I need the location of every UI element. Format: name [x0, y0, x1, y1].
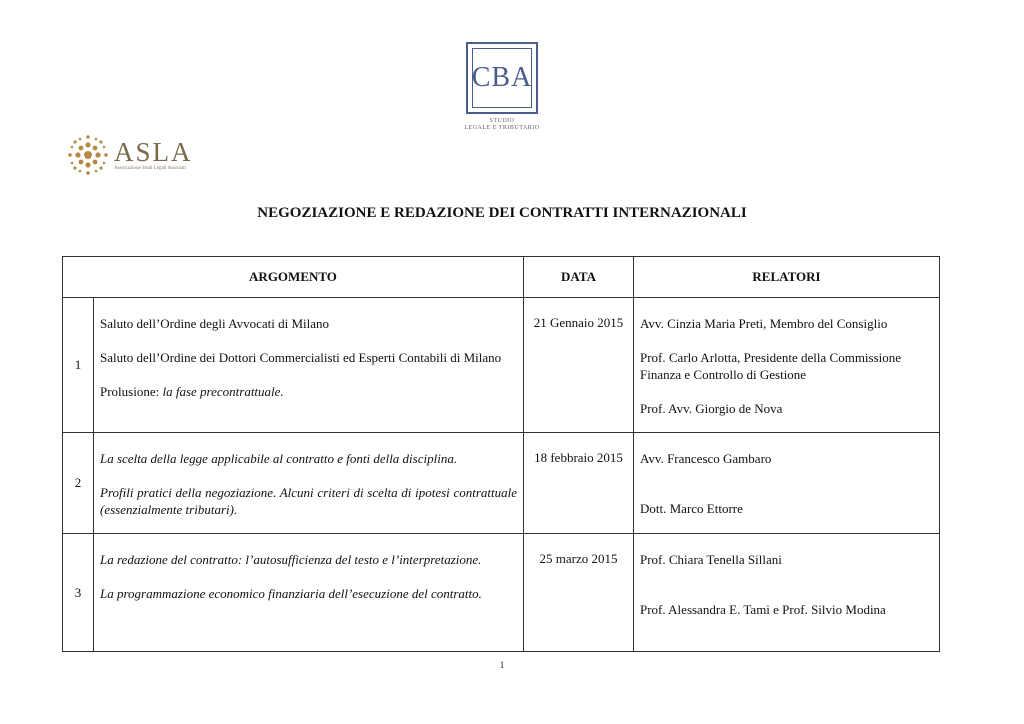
speaker: Dott. Marco Ettorre [640, 501, 743, 516]
topic: Saluto dell’Ordine degli Avvocati di Milano [100, 316, 330, 331]
cba-logo-subtitle: STUDIO LEGALE E TRIBUTARIO [464, 118, 540, 131]
row-date: 18 febbraio 2015 [524, 433, 634, 534]
table-row [63, 298, 940, 433]
speaker: Prof. Avv. Giorgio de Nova [640, 401, 783, 416]
table-header-row [63, 257, 940, 298]
row-topics [94, 298, 524, 433]
row-number: 2 [63, 433, 94, 534]
topic: Prolusione: la fase precontrattuale. [100, 384, 284, 399]
topic: La redazione del contratto: l’autosufficienza del testo e l’interpretazione. [100, 552, 482, 567]
row-date: 21 Gennaio 2015 [524, 298, 634, 433]
speaker: Prof. Chiara Tenella Sillani [640, 552, 782, 567]
cba-logo-frame [466, 42, 538, 114]
header-relatori: RELATORI [634, 257, 940, 298]
cba-logo [464, 42, 540, 132]
asla-logo [66, 133, 193, 177]
document-title: NEGOZIAZIONE E REDAZIONE DEI CONTRATTI INTERNAZIONALI [257, 205, 747, 221]
page-number: 1 [499, 660, 505, 670]
header-data: DATA [524, 257, 634, 298]
row-number: 3 [63, 534, 94, 652]
row-topics [94, 534, 524, 652]
row-speakers [634, 298, 940, 433]
row-topics [94, 433, 524, 534]
program-table [62, 256, 940, 652]
row-speakers [634, 433, 940, 534]
row-date: 25 marzo 2015 [524, 534, 634, 652]
header-argomento: ARGOMENTO [63, 257, 524, 298]
asla-dots-icon [66, 133, 110, 177]
asla-tagline: Associazione Studi Legali Associati [114, 165, 187, 171]
row-speakers [634, 534, 940, 652]
asla-name: ASLA [114, 136, 193, 167]
table-row [63, 433, 940, 534]
topic: Profili pratici della negoziazione. Alcuni criteri di scelta di ipotesi contrattuale (essenzialmente tributari). [100, 485, 517, 517]
topic: La scelta della legge applicabile al contratto e fonti della disciplina. [100, 451, 458, 466]
topic: La programmazione economico finanziaria dell’esecuzione del contratto. [100, 586, 482, 601]
cba-logo-text: CBA [472, 48, 532, 108]
speaker: Avv. Cinzia Maria Preti, Membro del Consiglio [640, 316, 888, 331]
speaker: Prof. Carlo Arlotta, Presidente della Commissione Finanza e Controllo di Gestione [640, 350, 902, 382]
row-number: 1 [63, 298, 94, 433]
topic: Saluto dell’Ordine dei Dottori Commercialisti ed Esperti Contabili di Milano [100, 350, 502, 365]
table-row [63, 534, 940, 652]
speaker: Avv. Francesco Gambaro [640, 451, 772, 466]
speaker: Prof. Alessandra E. Tami e Prof. Silvio Modina [640, 602, 886, 617]
